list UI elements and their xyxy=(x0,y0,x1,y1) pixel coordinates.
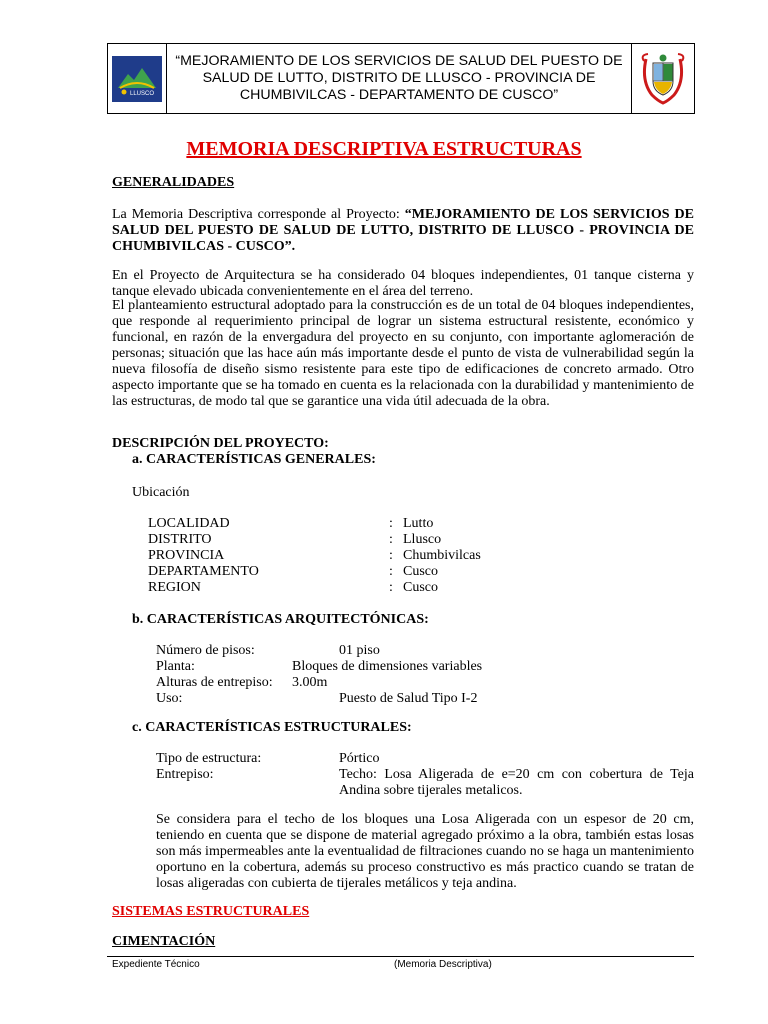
location-value: Llusco xyxy=(403,532,442,547)
est-label: Tipo de estructura: xyxy=(156,751,262,766)
footer-right: (Memoria Descriptiva) xyxy=(394,959,492,970)
location-label: DISTRITO xyxy=(148,532,212,547)
paragraph-arquitectura: En el Proyecto de Arquitectura se ha considerado 04 bloques independientes, 01 tanque cisterna y tanque elevado ubicada convenientemente en el área del terreno. xyxy=(112,268,694,299)
document-title: MEMORIA DESCRIPTIVA ESTRUCTURAS xyxy=(186,138,582,160)
intro-prefix: La Memoria Descriptiva corresponde al Proyecto: xyxy=(112,207,405,222)
intro-paragraph xyxy=(112,207,694,255)
project-title: “MEJORAMIENTO DE LOS SERVICIOS DE SALUD DEL PUESTO DE SALUD DE LUTTO, DISTRITO DE LLUSCO - PROVINCIA DE CHUMBIVILCAS - DEPARTAMENTO DE CUSCO” xyxy=(175,53,623,103)
arq-value: 01 piso xyxy=(339,643,380,658)
section-generalidades: GENERALIDADES xyxy=(112,175,235,190)
subsection-a: a. CARACTERÍSTICAS GENERALES: xyxy=(132,452,376,467)
footer-rule xyxy=(107,956,694,957)
location-sep: : xyxy=(389,532,393,547)
arq-value: Bloques de dimensiones variables xyxy=(292,659,483,674)
location-sep: : xyxy=(389,564,393,579)
section-cimentacion: CIMENTACIÓN xyxy=(112,934,216,949)
arq-label: Alturas de entrepiso: xyxy=(156,675,273,690)
location-value: Chumbivilcas xyxy=(403,548,481,563)
location-label: REGION xyxy=(148,580,201,595)
intro-project-name: “MEJORAMIENTO DE LOS SERVICIOS DE SALUD DEL PUESTO DE SALUD DE LUTTO, DISTRITO DE LLUSCO - PROVINCIA DE CHUMBIVILCAS - CUSCO”. xyxy=(112,207,694,254)
municipality-logo xyxy=(108,44,167,113)
location-value: Cusco xyxy=(403,580,438,595)
location-sep: : xyxy=(389,548,393,563)
location-sep: : xyxy=(389,580,393,595)
location-value: Lutto xyxy=(403,516,434,531)
arq-label: Número de pisos: xyxy=(156,643,255,658)
location-value: Cusco xyxy=(403,564,438,579)
svg-text:LLUSCO: LLUSCO xyxy=(130,90,155,97)
est-label: Entrepiso: xyxy=(156,767,214,782)
est-value: Pórtico xyxy=(339,751,380,766)
subsection-b: b. CARACTERÍSTICAS ARQUITECTÓNICAS: xyxy=(132,612,429,627)
paragraph-losa: Se considera para el techo de los bloques una Losa Aligerada con un espesor de 20 cm, teniendo en cuenta que se dispone de material agregado próximo a la obra, también estas losas son más impermeables ante la eventualidad de filtraciones cuando no se haga un mantenimiento oportuno en la cobertura, además su proceso constructivo es más practico cuando se tratan de losas aligeradas con cubierta de tijerales metálicos y teja andina. xyxy=(156,812,694,891)
peru-coat-of-arms xyxy=(631,44,694,113)
document-header xyxy=(107,43,695,114)
subsection-c: c. CARACTERÍSTICAS ESTRUCTURALES: xyxy=(132,720,412,735)
location-sep: : xyxy=(389,516,393,531)
footer-left: Expediente Técnico xyxy=(112,959,200,970)
arq-value: Puesto de Salud Tipo I-2 xyxy=(339,691,478,706)
ubicacion-label: Ubicación xyxy=(132,485,190,500)
est-value: Techo: Losa Aligerada de e=20 cm con cobertura de Teja Andina sobre tijerales metalicos. xyxy=(339,767,694,798)
location-label: PROVINCIA xyxy=(148,548,225,563)
arq-label: Planta: xyxy=(156,659,195,674)
paragraph-planteamiento: El planteamiento estructural adoptado para la construcción es de un total de 04 bloques independientes, que responde al requerimiento principal de lograr un sistema estructural resistente, económico y funcional, en razón de la envergadura del proyecto en su conjunto, con importante aglomeración de personas; situación que las hace aún más importante desde el punto de vista de vulnerabilidad según la nueva filosofía de diseño sismo resistente para este tipo de edificaciones de concreto armado. Otro aspecto importante que se ha tomado en cuenta es la relacionada con la durabilidad y mantenimiento de las estructuras, de modo tal que se garantice una vida útil adecuada de la obra. xyxy=(112,298,694,409)
coat-of-arms-icon xyxy=(640,51,686,107)
location-label: DEPARTAMENTO xyxy=(148,564,259,579)
arq-value: 3.00m xyxy=(292,675,328,690)
section-descripcion: DESCRIPCIÓN DEL PROYECTO: xyxy=(112,436,329,451)
arq-label: Uso: xyxy=(156,691,183,706)
section-sistemas-estructurales: SISTEMAS ESTRUCTURALES xyxy=(112,904,310,919)
location-label: LOCALIDAD xyxy=(148,516,230,531)
municipality-logo-icon xyxy=(112,54,162,104)
